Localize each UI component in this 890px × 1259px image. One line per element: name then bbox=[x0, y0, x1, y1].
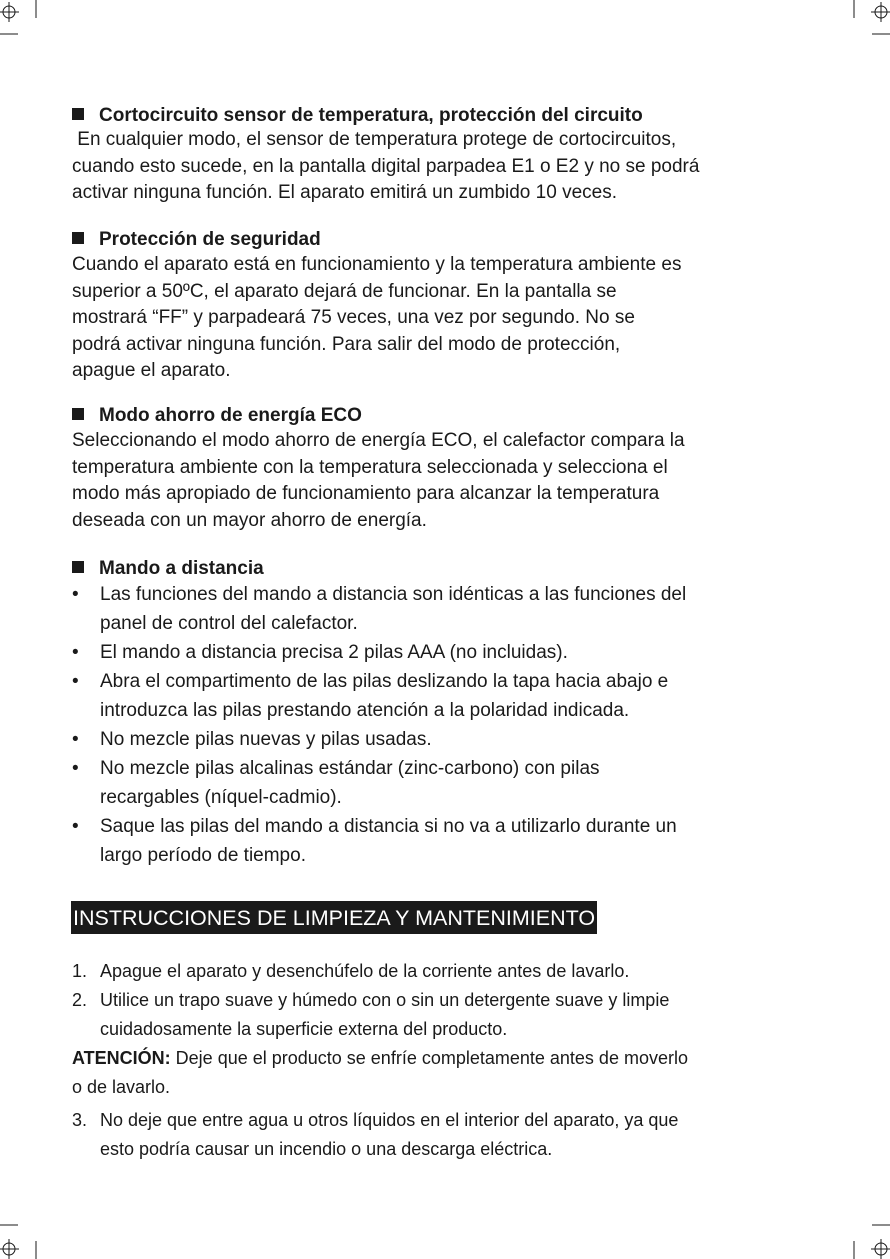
numbered-step bbox=[72, 1106, 792, 1164]
text-line: activar ninguna función. El aparato emitirá un zumbido 10 veces. bbox=[72, 182, 617, 203]
text-line: apague el aparato. bbox=[72, 360, 231, 381]
text-line: No mezcle pilas nuevas y pilas usadas. bbox=[100, 729, 432, 750]
text-line: esto podría causar un incendio o una descarga eléctrica. bbox=[100, 1139, 553, 1159]
text-line: Cuando el aparato está en funcionamiento y la temperatura ambiente es bbox=[72, 254, 682, 275]
text-line: panel de control del calefactor. bbox=[100, 613, 358, 634]
text-line: temperatura ambiente con la temperatura seleccionada y selecciona el bbox=[72, 456, 668, 478]
section-heading-safety: Protección de seguridad bbox=[72, 227, 321, 253]
bullet-icon: • bbox=[72, 671, 79, 692]
bullet-icon: • bbox=[72, 642, 79, 663]
text-line: introduzca las pilas prestando atención a la polaridad indicada. bbox=[100, 700, 630, 721]
text-line: cuando esto sucede, en la pantalla digital parpadea E1 o E2 y no se podrá bbox=[72, 155, 700, 177]
bullet-icon: • bbox=[72, 584, 79, 605]
warning-note bbox=[72, 1044, 792, 1102]
text-line: En cualquier modo, el sensor de temperatura protege de cortocircuitos, bbox=[72, 129, 677, 150]
step-number: 2. bbox=[72, 990, 88, 1010]
text-line: No deje que entre agua u otros líquidos en el interior del aparato, ya que bbox=[100, 1110, 679, 1130]
section-heading-short-circuit: Cortocircuito sensor de temperatura, protección del circuito bbox=[72, 103, 643, 129]
registration-mark-top-right bbox=[830, 0, 890, 40]
registration-mark-bottom-left bbox=[0, 1219, 60, 1259]
square-bullet-icon bbox=[72, 108, 84, 120]
list-item bbox=[72, 667, 792, 725]
numbered-step bbox=[72, 986, 792, 1044]
text-line: Abra el compartimento de las pilas deslizando la tapa hacia abajo e bbox=[100, 671, 669, 692]
text-line: cuidadosamente la superficie externa del producto. bbox=[100, 1019, 508, 1039]
square-bullet-icon bbox=[72, 408, 84, 420]
cleaning-steps-list bbox=[72, 957, 792, 1044]
cleaning-maintenance-heading: INSTRUCCIONES DE LIMPIEZA Y MANTENIMIENTO bbox=[71, 901, 597, 934]
registration-mark-top-left bbox=[0, 0, 60, 40]
text-line: Seleccionando el modo ahorro de energía ECO, el calefactor compara la bbox=[72, 430, 685, 451]
square-bullet-icon bbox=[72, 561, 84, 573]
list-item bbox=[72, 812, 792, 870]
text-line: No mezcle pilas alcalinas estándar (zinc-carbono) con pilas bbox=[100, 758, 600, 779]
text-line: modo más apropiado de funcionamiento para alcanzar la temperatura bbox=[72, 483, 660, 504]
list-item bbox=[72, 754, 792, 812]
square-bullet-icon bbox=[72, 232, 84, 244]
list-item bbox=[72, 580, 792, 638]
text-line: ATENCIÓN: Deje que el producto se enfríe completamente antes de moverlo bbox=[72, 1048, 688, 1068]
bullet-icon: • bbox=[72, 816, 79, 837]
text-line: Saque las pilas del mando a distancia si no va a utilizarlo durante un bbox=[100, 816, 677, 837]
bullet-icon: • bbox=[72, 729, 79, 750]
section-body-eco-mode bbox=[72, 428, 792, 534]
bullet-icon: • bbox=[72, 758, 79, 779]
list-item bbox=[72, 725, 792, 754]
text-line: Las funciones del mando a distancia son idénticas a las funciones del bbox=[100, 584, 687, 605]
list-item bbox=[72, 638, 792, 667]
section-body-safety bbox=[72, 252, 792, 385]
text-line: mostrará “FF” y parpadeará 75 veces, una vez por segundo. No se bbox=[72, 307, 635, 328]
text-line: largo período de tiempo. bbox=[100, 845, 306, 866]
registration-mark-bottom-right bbox=[830, 1219, 890, 1259]
step-number: 1. bbox=[72, 961, 88, 981]
numbered-step bbox=[72, 957, 792, 986]
text-line: Utilice un trapo suave y húmedo con o sin un detergente suave y limpie bbox=[100, 990, 670, 1010]
text-line: o de lavarlo. bbox=[72, 1077, 171, 1097]
cleaning-step-3 bbox=[72, 1106, 792, 1164]
text-line: podrá activar ninguna función. Para salir del modo de protección, bbox=[72, 333, 621, 355]
warning-label: ATENCIÓN: bbox=[72, 1048, 171, 1068]
step-number: 3. bbox=[72, 1110, 88, 1130]
section-heading-remote-control: Mando a distancia bbox=[72, 556, 264, 582]
remote-control-list bbox=[72, 580, 792, 870]
text-line: El mando a distancia precisa 2 pilas AAA (no incluidas). bbox=[100, 642, 568, 663]
text-line: Apague el aparato y desenchúfelo de la corriente antes de lavarlo. bbox=[100, 961, 630, 981]
section-heading-eco-mode: Modo ahorro de energía ECO bbox=[72, 403, 362, 429]
text-line: recargables (níquel-cadmio). bbox=[100, 787, 342, 808]
section-body-short-circuit bbox=[72, 127, 792, 207]
text-line: superior a 50ºC, el aparato dejará de funcionar. En la pantalla se bbox=[72, 280, 617, 302]
text-line: deseada con un mayor ahorro de energía. bbox=[72, 509, 427, 531]
